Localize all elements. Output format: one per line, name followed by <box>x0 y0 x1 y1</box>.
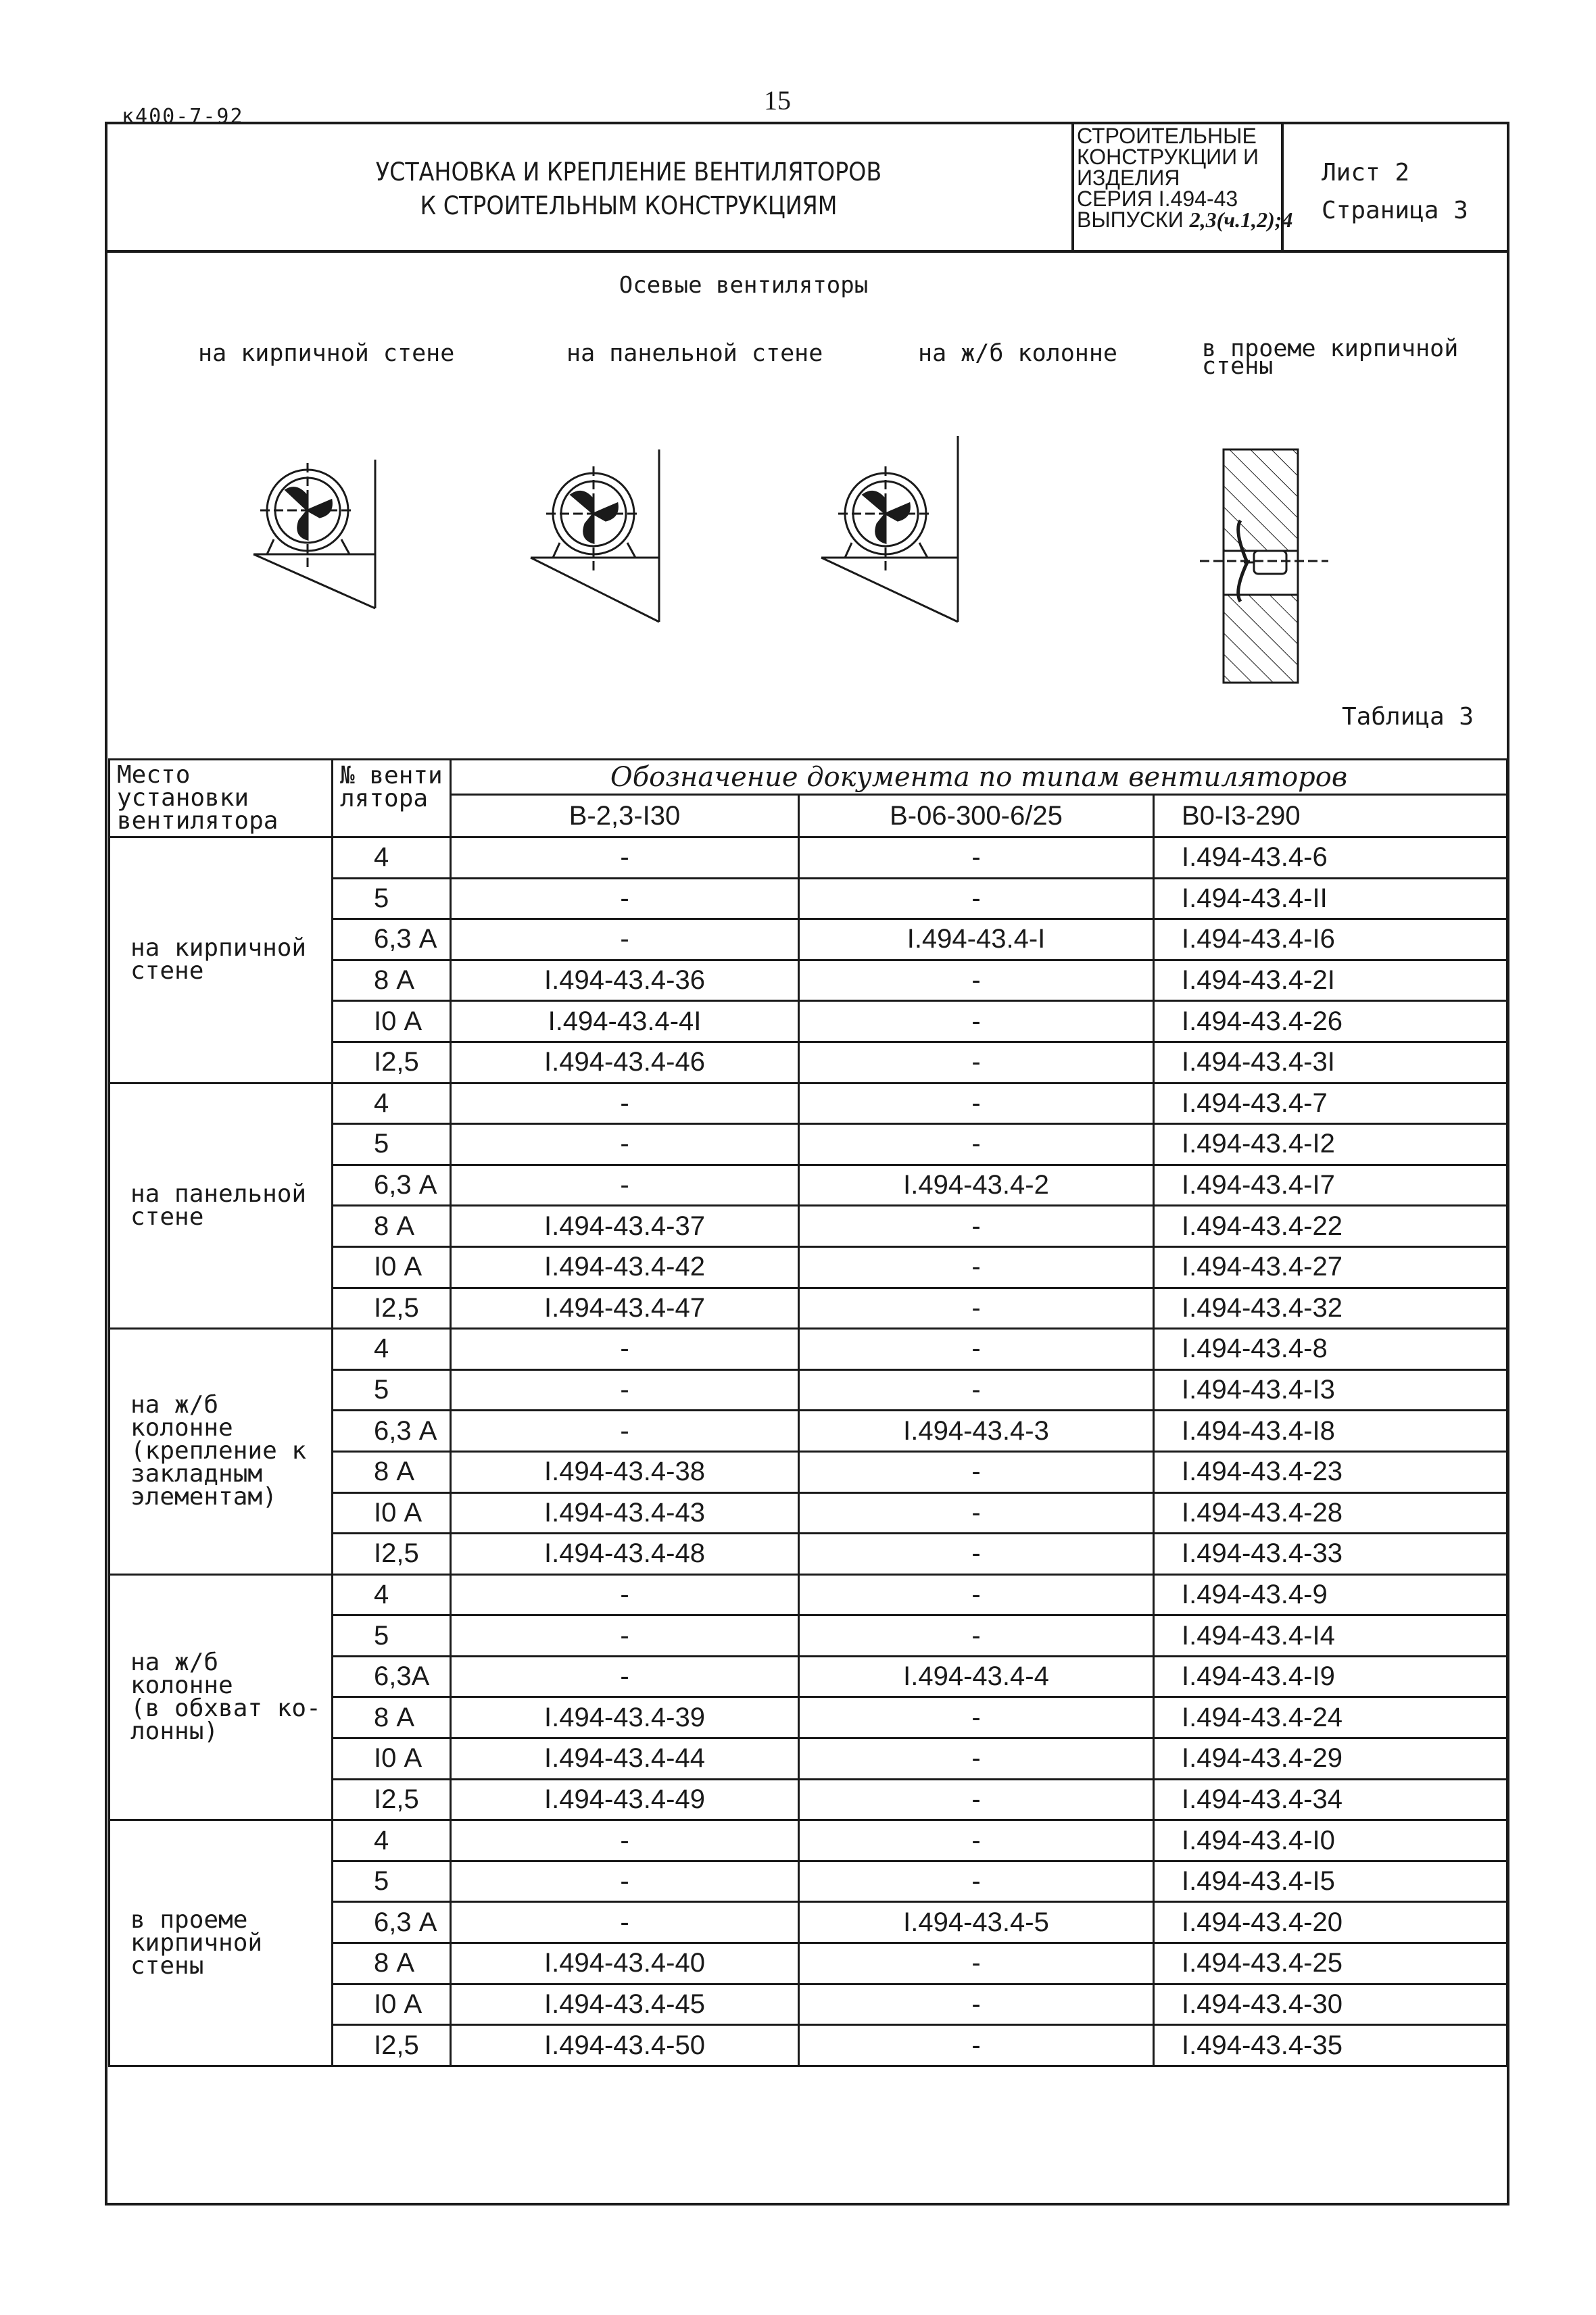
series-issues-label: ВЫПУСКИ <box>1077 208 1184 232</box>
doc-v013-cell: I.494-43.4-23 <box>1154 1451 1507 1492</box>
caption-brick-wall: на кирпичной стене <box>198 340 455 367</box>
doc-v23-cell: - <box>451 1165 799 1206</box>
doc-v013-cell: I.494-43.4-27 <box>1154 1246 1507 1288</box>
doc-v013-cell: I.494-43.4-32 <box>1154 1288 1507 1329</box>
fan-number-cell: 6,3А <box>333 1656 451 1697</box>
fan-number-cell: 5 <box>333 878 451 919</box>
doc-v013-cell: I.494-43.4-6 <box>1154 837 1507 879</box>
doc-v23-cell: - <box>451 1083 799 1124</box>
doc-v23-cell: I.494-43.4-49 <box>451 1779 799 1820</box>
fan-number-cell: 6,3 А <box>333 1411 451 1452</box>
doc-v06-cell: - <box>799 2025 1154 2066</box>
doc-v06-cell: - <box>799 1738 1154 1780</box>
doc-v06-cell: - <box>799 878 1154 919</box>
doc-v23-cell: I.494-43.4-36 <box>451 960 799 1001</box>
doc-v06-cell: - <box>799 1206 1154 1247</box>
table-row <box>110 837 1507 879</box>
doc-v23-cell: I.494-43.4-47 <box>451 1288 799 1329</box>
doc-v23-cell: - <box>451 1369 799 1411</box>
doc-v013-cell: I.494-43.4-I4 <box>1154 1615 1507 1657</box>
place-cell: на ж/б колонне (в обхват ко- лонны) <box>110 1574 333 1820</box>
place-cell: на панельной стене <box>110 1083 333 1329</box>
doc-v06-cell: - <box>799 1042 1154 1083</box>
title-line-1: УСТАНОВКА И КРЕПЛЕНИЕ ВЕНТИЛЯТОРОВ <box>375 157 882 187</box>
doc-v013-cell: I.494-43.4-33 <box>1154 1534 1507 1575</box>
doc-v06-cell: I.494-43.4-2 <box>799 1165 1154 1206</box>
doc-v23-cell: I.494-43.4-50 <box>451 2025 799 2066</box>
doc-v23-cell: I.494-43.4-48 <box>451 1534 799 1575</box>
doc-v013-cell: I.494-43.4-25 <box>1154 1943 1507 1984</box>
fan-number-cell: 8 А <box>333 1943 451 1984</box>
doc-v06-cell: - <box>799 960 1154 1001</box>
fan-number-cell: 6,3 А <box>333 919 451 960</box>
doc-v23-cell: - <box>451 1329 799 1370</box>
figure-heading: Осевые вентиляторы <box>619 272 869 299</box>
fan-number-cell: I0 А <box>333 1001 451 1042</box>
doc-v23-cell: I.494-43.4-43 <box>451 1492 799 1534</box>
table-header-row <box>110 760 1507 795</box>
doc-v013-cell: I.494-43.4-24 <box>1154 1697 1507 1738</box>
series-line-2: КОНСТРУКЦИИ И <box>1077 145 1259 169</box>
doc-v013-cell: I.494-43.4-22 <box>1154 1206 1507 1247</box>
fan-number-cell: 4 <box>333 1574 451 1615</box>
fan-number-cell: I2,5 <box>333 1288 451 1329</box>
doc-v23-cell: I.494-43.4-39 <box>451 1697 799 1738</box>
table-row <box>110 1820 1507 1861</box>
header-document-designation: Обозначение документа по типам вентиляторов <box>451 760 1507 795</box>
fan-on-rc-column-icon <box>821 436 958 622</box>
doc-v06-cell: - <box>799 837 1154 879</box>
doc-v013-cell: I.494-43.4-26 <box>1154 1001 1507 1042</box>
doc-v23-cell: I.494-43.4-37 <box>451 1206 799 1247</box>
doc-v06-cell: - <box>799 1574 1154 1615</box>
sheet-number: Лист 2 <box>1322 159 1410 187</box>
doc-v013-cell: I.494-43.4-I2 <box>1154 1124 1507 1165</box>
doc-v23-cell: - <box>451 1574 799 1615</box>
doc-v23-cell: - <box>451 1411 799 1452</box>
doc-v23-cell: - <box>451 1656 799 1697</box>
fan-number-cell: I2,5 <box>333 1779 451 1820</box>
doc-v06-cell: - <box>799 1001 1154 1042</box>
caption-panel-wall: на панельной стене <box>566 340 823 367</box>
fan-number-cell: 6,3 А <box>333 1165 451 1206</box>
series-line-1: СТРОИТЕЛЬНЫЕ <box>1077 124 1257 148</box>
doc-v013-cell: I.494-43.4-9 <box>1154 1574 1507 1615</box>
doc-v06-cell: - <box>799 1288 1154 1329</box>
header-fan-number: № венти лятора <box>333 760 451 837</box>
fan-number-cell: 5 <box>333 1861 451 1902</box>
title-block-vline-1 <box>1071 122 1074 251</box>
doc-v06-cell: - <box>799 1451 1154 1492</box>
doc-v23-cell: - <box>451 1124 799 1165</box>
doc-v06-cell: I.494-43.4-4 <box>799 1656 1154 1697</box>
fan-number-cell: I2,5 <box>333 1534 451 1575</box>
doc-v06-cell: - <box>799 1615 1154 1657</box>
doc-v23-cell: - <box>451 1902 799 1943</box>
page-info: Страница 3 <box>1322 197 1468 224</box>
fan-on-brick-wall-icon <box>253 460 375 608</box>
doc-v06-cell: - <box>799 1369 1154 1411</box>
doc-v013-cell: I.494-43.4-I5 <box>1154 1861 1507 1902</box>
table-row <box>110 1083 1507 1124</box>
fan-number-cell: 4 <box>333 1820 451 1861</box>
doc-v06-cell: - <box>799 1534 1154 1575</box>
doc-v06-cell: I.494-43.4-5 <box>799 1902 1154 1943</box>
doc-v23-cell: - <box>451 919 799 960</box>
doc-v06-cell: - <box>799 1492 1154 1534</box>
title-block-divider <box>105 250 1509 253</box>
fan-number-cell: I0 А <box>333 1738 451 1780</box>
caption-brick-opening: в проеме кирпичной стены <box>1202 335 1459 380</box>
fan-document-table <box>108 758 1508 2224</box>
doc-v23-cell: I.494-43.4-45 <box>451 1984 799 2025</box>
doc-v013-cell: I.494-43.4-I9 <box>1154 1656 1507 1697</box>
doc-v013-cell: I.494-43.4-8 <box>1154 1329 1507 1370</box>
header-fan-type: В-2,3-I30 <box>451 795 799 837</box>
doc-v06-cell: - <box>799 1246 1154 1288</box>
doc-v23-cell: - <box>451 1861 799 1902</box>
doc-v013-cell: I.494-43.4-30 <box>1154 1984 1507 2025</box>
fan-number-cell: I0 А <box>333 1246 451 1288</box>
header-place: Место установки вентилятора <box>110 760 333 837</box>
doc-v06-cell: I.494-43.4-I <box>799 919 1154 960</box>
doc-v013-cell: I.494-43.4-I6 <box>1154 919 1507 960</box>
series-block <box>1077 126 1292 230</box>
doc-v013-cell: I.494-43.4-I7 <box>1154 1165 1507 1206</box>
doc-v06-cell: - <box>799 1984 1154 2025</box>
doc-v013-cell: I.494-43.4-I3 <box>1154 1369 1507 1411</box>
doc-v013-cell: I.494-43.4-I0 <box>1154 1820 1507 1861</box>
title-line-2: К СТРОИТЕЛЬНЫМ КОНСТРУКЦИЯМ <box>420 191 838 220</box>
table-label: Таблица 3 <box>1342 703 1474 731</box>
doc-v23-cell: I.494-43.4-40 <box>451 1943 799 1984</box>
doc-v23-cell: - <box>451 1615 799 1657</box>
page-number: 15 <box>764 85 791 116</box>
fan-number-cell: 5 <box>333 1369 451 1411</box>
doc-v23-cell: I.494-43.4-4I <box>451 1001 799 1042</box>
doc-v23-cell: - <box>451 837 799 879</box>
fan-number-cell: 4 <box>333 1329 451 1370</box>
fan-number-cell: 4 <box>333 1083 451 1124</box>
doc-v06-cell: - <box>799 1697 1154 1738</box>
doc-v06-cell: - <box>799 1083 1154 1124</box>
fan-number-cell: 8 А <box>333 1206 451 1247</box>
fan-drawings <box>105 419 1509 703</box>
table-row <box>110 1574 1507 1615</box>
doc-v06-cell: - <box>799 1861 1154 1902</box>
empty-cell <box>110 2066 1507 2224</box>
fan-number-cell: 8 А <box>333 960 451 1001</box>
fan-number-cell: I0 А <box>333 1984 451 2025</box>
series-issues-handwritten: 2,3(ч.1,2);4 <box>1189 208 1293 232</box>
place-cell: на ж/б колонне (крепление к закладным элементам) <box>110 1329 333 1575</box>
fan-number-cell: 8 А <box>333 1697 451 1738</box>
doc-v013-cell: I.494-43.4-I8 <box>1154 1411 1507 1452</box>
doc-v06-cell: - <box>799 1329 1154 1370</box>
series-line-5 <box>1077 210 1292 230</box>
sheet-info <box>1322 154 1468 230</box>
doc-v23-cell: I.494-43.4-38 <box>451 1451 799 1492</box>
doc-v23-cell: - <box>451 878 799 919</box>
fan-number-cell: I0 А <box>333 1492 451 1534</box>
title-block-title <box>203 155 1055 223</box>
doc-v06-cell: I.494-43.4-3 <box>799 1411 1154 1452</box>
doc-v013-cell: I.494-43.4-7 <box>1154 1083 1507 1124</box>
doc-v23-cell: - <box>451 1820 799 1861</box>
caption-rc-column: на ж/б колонне <box>918 340 1118 367</box>
doc-v013-cell: I.494-43.4-34 <box>1154 1779 1507 1820</box>
table-row <box>110 1329 1507 1370</box>
doc-v013-cell: I.494-43.4-II <box>1154 878 1507 919</box>
fan-number-cell: I2,5 <box>333 2025 451 2066</box>
doc-v013-cell: I.494-43.4-2I <box>1154 960 1507 1001</box>
series-line-4: СЕРИЯ I.494-43 <box>1077 187 1238 211</box>
fan-number-cell: 5 <box>333 1615 451 1657</box>
fan-number-cell: 4 <box>333 837 451 879</box>
series-line-3: ИЗДЕЛИЯ <box>1077 166 1180 190</box>
doc-v013-cell: I.494-43.4-35 <box>1154 2025 1507 2066</box>
doc-v013-cell: I.494-43.4-3I <box>1154 1042 1507 1083</box>
table-empty-row <box>110 2066 1507 2224</box>
doc-v23-cell: I.494-43.4-42 <box>451 1246 799 1288</box>
place-cell: в проеме кирпичной стены <box>110 1820 333 2066</box>
doc-v06-cell: - <box>799 1124 1154 1165</box>
place-cell: на кирпичной стене <box>110 837 333 1083</box>
fan-on-panel-wall-icon <box>531 449 659 622</box>
doc-v013-cell: I.494-43.4-29 <box>1154 1738 1507 1780</box>
fan-in-brick-opening-icon <box>1200 449 1328 683</box>
doc-v06-cell: - <box>799 1943 1154 1984</box>
doc-v013-cell: I.494-43.4-20 <box>1154 1902 1507 1943</box>
doc-v06-cell: - <box>799 1820 1154 1861</box>
fan-number-cell: 6,3 А <box>333 1902 451 1943</box>
doc-v23-cell: I.494-43.4-44 <box>451 1738 799 1780</box>
header-fan-type: В0-I3-290 <box>1154 795 1507 837</box>
fan-number-cell: 8 А <box>333 1451 451 1492</box>
doc-v06-cell: - <box>799 1779 1154 1820</box>
doc-v23-cell: I.494-43.4-46 <box>451 1042 799 1083</box>
document-code: к400-7-92 <box>122 105 244 128</box>
fan-number-cell: 5 <box>333 1124 451 1165</box>
header-fan-type: В-06-300-6/25 <box>799 795 1154 837</box>
doc-v013-cell: I.494-43.4-28 <box>1154 1492 1507 1534</box>
fan-number-cell: I2,5 <box>333 1042 451 1083</box>
